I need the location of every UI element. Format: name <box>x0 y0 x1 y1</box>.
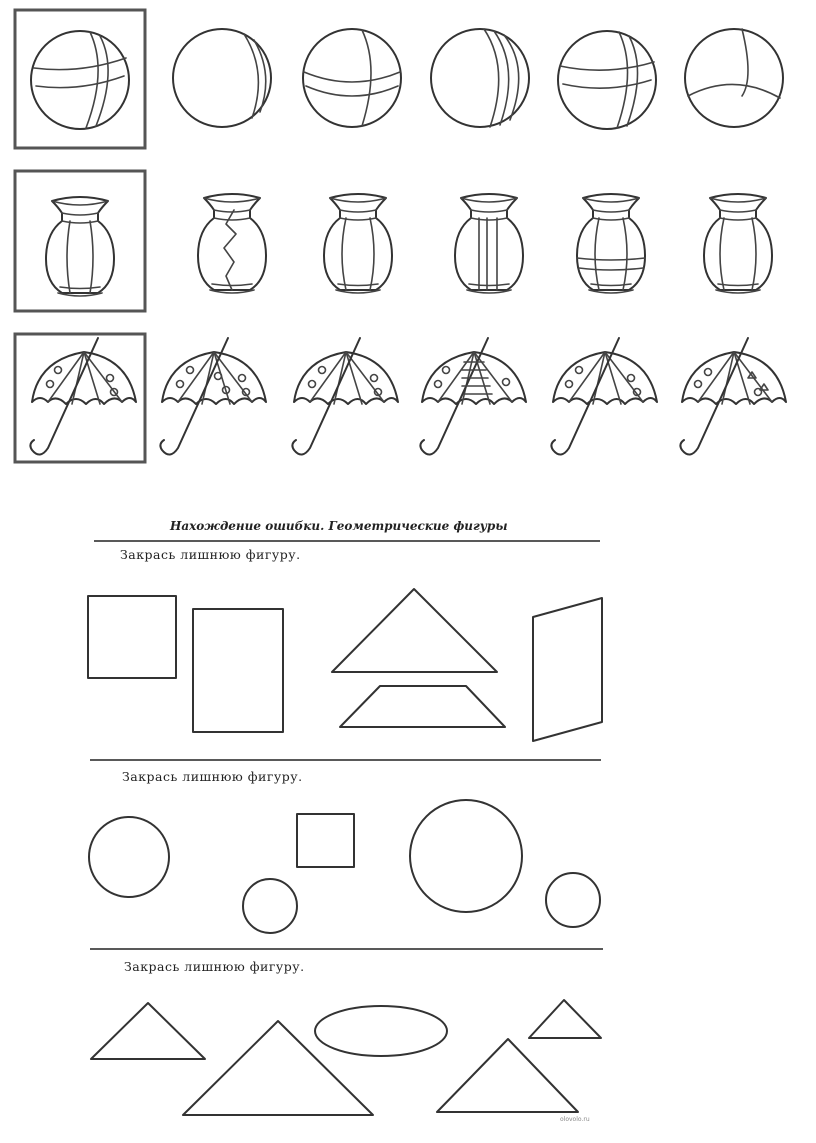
shape-ellipse[interactable] <box>315 1006 447 1056</box>
ball-icon[interactable] <box>173 29 271 127</box>
umbrella-icon[interactable] <box>292 338 398 455</box>
sample-frame-vase <box>15 171 145 311</box>
instruction-text: Закрась лишнюю фигуру. <box>122 769 303 784</box>
instruction-text: Закрась лишнюю фигуру. <box>120 547 301 562</box>
shape-triangle[interactable] <box>437 1039 578 1112</box>
vase-icon[interactable] <box>455 194 523 293</box>
ball-icon[interactable] <box>303 29 401 127</box>
shape-circle[interactable] <box>89 817 169 897</box>
vase-icon[interactable] <box>324 194 392 293</box>
shape-triangle[interactable] <box>529 1000 601 1038</box>
footer-watermark: olovolo.ru <box>560 1116 590 1123</box>
umbrella-icon[interactable] <box>420 338 526 455</box>
ball-icon[interactable] <box>558 31 656 129</box>
ball-icon[interactable] <box>685 29 783 127</box>
instruction-text: Закрась лишнюю фигуру. <box>124 959 305 974</box>
shape-triangle[interactable] <box>332 589 497 672</box>
umbrella-icon[interactable] <box>551 338 657 455</box>
ball-icon[interactable] <box>431 29 529 127</box>
shape-triangle[interactable] <box>91 1003 205 1059</box>
shape-square[interactable] <box>297 814 354 867</box>
shape-trapezoid[interactable] <box>340 686 505 727</box>
shape-parallelogram[interactable] <box>533 598 602 741</box>
shape-rectangle[interactable] <box>193 609 283 732</box>
shape-triangle[interactable] <box>183 1021 373 1115</box>
shape-circle[interactable] <box>243 879 297 933</box>
vase-icon[interactable] <box>198 194 266 293</box>
ball-icon[interactable] <box>31 31 129 129</box>
shape-circle[interactable] <box>546 873 600 927</box>
vase-icon[interactable] <box>704 194 772 293</box>
umbrella-icon[interactable] <box>680 338 786 455</box>
umbrella-icon[interactable] <box>30 338 136 455</box>
worksheet-heading: Нахождение ошибки. Геометрические фигуры <box>170 519 508 533</box>
vase-icon[interactable] <box>577 194 645 293</box>
shape-circle[interactable] <box>410 800 522 912</box>
vase-icon[interactable] <box>46 197 114 296</box>
umbrella-icon[interactable] <box>160 338 266 455</box>
shape-square[interactable] <box>88 596 176 678</box>
